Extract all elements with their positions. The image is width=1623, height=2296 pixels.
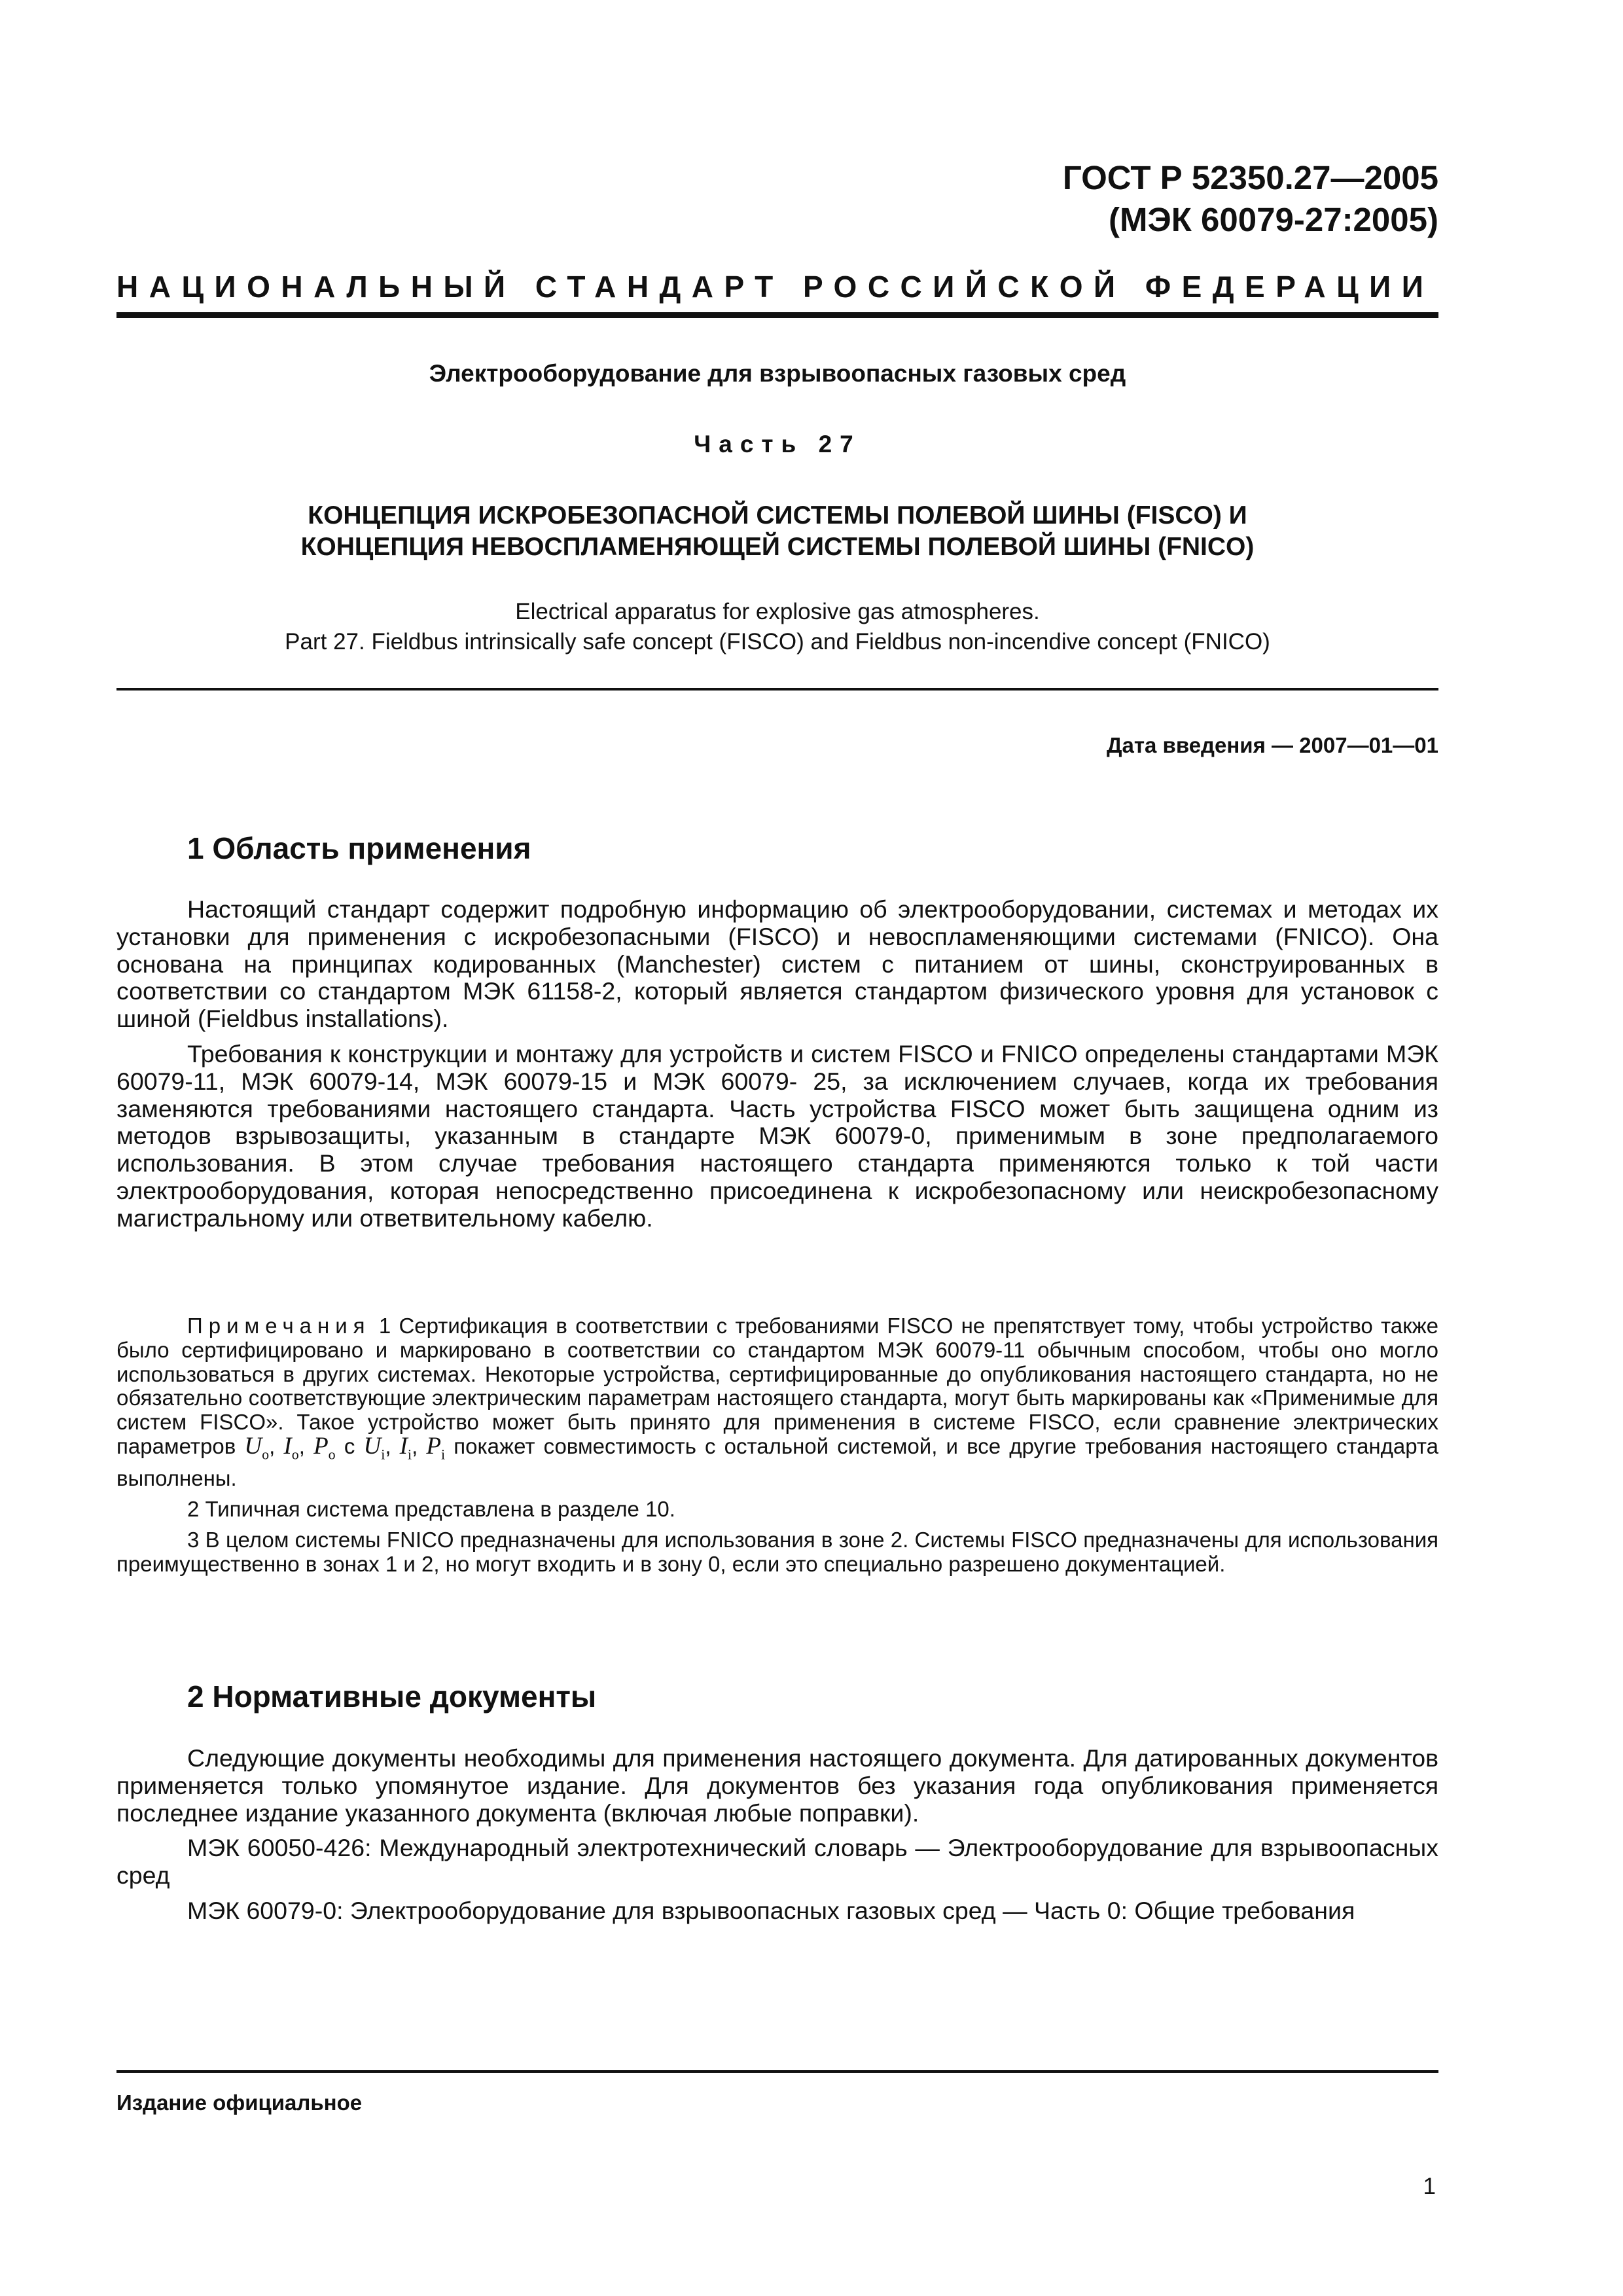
english-title-line-2: Part 27. Fieldbus intrinsically safe concept (FISCO) and Fieldbus non-incendive concept (FNICO) [285,629,1270,655]
symbol-ui: $U_i$ [363,1432,385,1463]
section-1-body [116,896,1438,1232]
section-1-heading: 1 Область применения [187,831,531,865]
section-1-paragraph-1: Настоящий стандарт содержит подробную информацию об электрооборудовании, системах и методах их установки для применения с искробезопасными (FISCO) и невоспламеняющими системами (FNICO). Она основана на принципах кодированных (Manchester) систем с питанием от шины, сконструированных в соответствии со стандартом МЭК 61158-2, который является стандартом физического уровня для установок с шиной (Fieldbus installations). [116,895,1438,1033]
note-1-tail: покажет совместимость с остальной системой, и все другие требования настоящего стандарта выполнены. [116,1433,1438,1491]
symbol-pi: $P_i$ [426,1432,446,1463]
note-2: 2 Типичная система представлена в разделе 10. [187,1496,675,1521]
introduction-date: Дата введения — 2007—01—01 [1107,733,1438,757]
standard-designation [1063,157,1438,241]
title-line-1: КОНЦЕПЦИЯ ИСКРОБЕЗОПАСНОЙ СИСТЕМЫ ПОЛЕВОЙ ШИНЫ (FISCO) И [308,501,1247,529]
page-number: 1 [1423,2174,1436,2199]
document-subtitle: Электрооборудование для взрывоопасных газовых сред [429,360,1126,387]
document-title [116,500,1438,563]
symbol-uo: $U_o$ [244,1432,270,1463]
section-2-heading: 2 Нормативные документы [187,1679,597,1713]
section-1-paragraph-2: Требования к конструкции и монтажу для устройств и систем FISCO и FNICO определены стандартами МЭК 60079-11, МЭК 60079-14, МЭК 60079-15 и МЭК 60079- 25, за исключением случаев, когда их требования заменяются требованиями настоящего стандарта. Часть устройства FISCO может быть защищена одним из методов взрывозащиты, указанным в стандарте МЭК 60079-0, применимым в зоне предполагаемого использования. В этом случае требования настоящего стандарта применяются только к той части электрооборудования, которая непосредственно присоединена к искробезопасному или неискробезопасному магистральному или ответвительному кабелю. [116,1039,1438,1232]
title-line-2: КОНЦЕПЦИЯ НЕВОСПЛАМЕНЯЮЩЕЙ СИСТЕМЫ ПОЛЕВОЙ ШИНЫ (FNICO) [300,533,1255,561]
national-standard-banner: НАЦИОНАЛЬНЫЙ СТАНДАРТ РОССИЙСКОЙ ФЕДЕРАЦИИ [116,270,1435,304]
note-1-text: 1 Сертификация в соответствии с требованиями FISCO не препятствует тому, чтобы устройство также было сертифицировано и маркировано в соответствии со стандартом МЭК 60079-11 обычным способом, чтобы оно могло использоваться в других системах. Некоторые устройства, сертифицированные до опубликования настоящего стандарта, но не обязательно соответствующие электрическим параметрам настоящего стандарта, могут быть маркированы как «Применимые для систем FISCO». Такое устройство может быть принято для применения в системе FISCO, если сравнение электрических параметров [116,1314,1438,1458]
note-1-connector: с [344,1433,355,1458]
footer-rule [116,2070,1438,2073]
official-edition-label: Издание официальное [116,2090,363,2115]
document-page [116,0,1438,2296]
standard-number: ГОСТ Р 52350.27—2005 [1062,159,1438,196]
note-1: Примечания 1 Сертификация в соответствии с требованиями FISCO не препятствует тому, чтобы устройство также было сертифицировано и маркировано в соответствии со стандартом МЭК 60079-11 обычным способом, чтобы оно могло использоваться в других системах. Некоторые устройства, сертифицированные до опубликования настоящего стандарта, но не обязательно соответствующие электрическим параметрам настоящего стандарта, могут быть маркированы как «Применимые для систем FISCO». Такое устройство может быть принято для применения в системе FISCO, если сравнение электрических параметров $U_o$, $I_o$, $P_o$ с $U_i$, $I_i$, $P_i$ покажет совместимость с остальной системой, и все другие требования настоящего стандарта выполнены. [116,1314,1438,1491]
part-number: Часть 27 [694,431,861,457]
iec-reference: (МЭК 60079-27:2005) [1109,201,1438,238]
symbol-po: $P_o$ [313,1432,336,1463]
symbol-io: $I_o$ [283,1432,299,1463]
normative-reference-1: МЭК 60050-426: Международный электротехнический словарь — Электрооборудование для взрывоопасных сред [116,1834,1438,1890]
section-1-notes [116,1314,1438,1576]
section-2-paragraph-1: Следующие документы необходимы для применения настоящего документа. Для датированных документов применяется только упомянутое издание. Для документов без указания года опубликования применяется последнее издание указанного документа (включая любые поправки). [116,1744,1438,1827]
header-rule [116,312,1438,318]
symbol-ii: $I_i$ [399,1432,412,1463]
notes-label: Примечания [187,1314,371,1338]
section-2-body [116,1745,1438,1925]
normative-reference-2: МЭК 60079-0: Электрооборудование для взрывоопасных газовых сред — Часть 0: Общие требования [187,1896,1355,1924]
english-title-line-1: Electrical apparatus for explosive gas atmospheres. [515,599,1040,624]
note-3: 3 В целом системы FNICO предназначены для использования в зоне 2. Системы FISCO предназначены для использования преимущественно в зонах 1 и 2, но могут входить и в зону 0, если это специально разрешено документацией. [116,1527,1438,1576]
english-title [116,597,1438,657]
title-rule [116,688,1438,691]
